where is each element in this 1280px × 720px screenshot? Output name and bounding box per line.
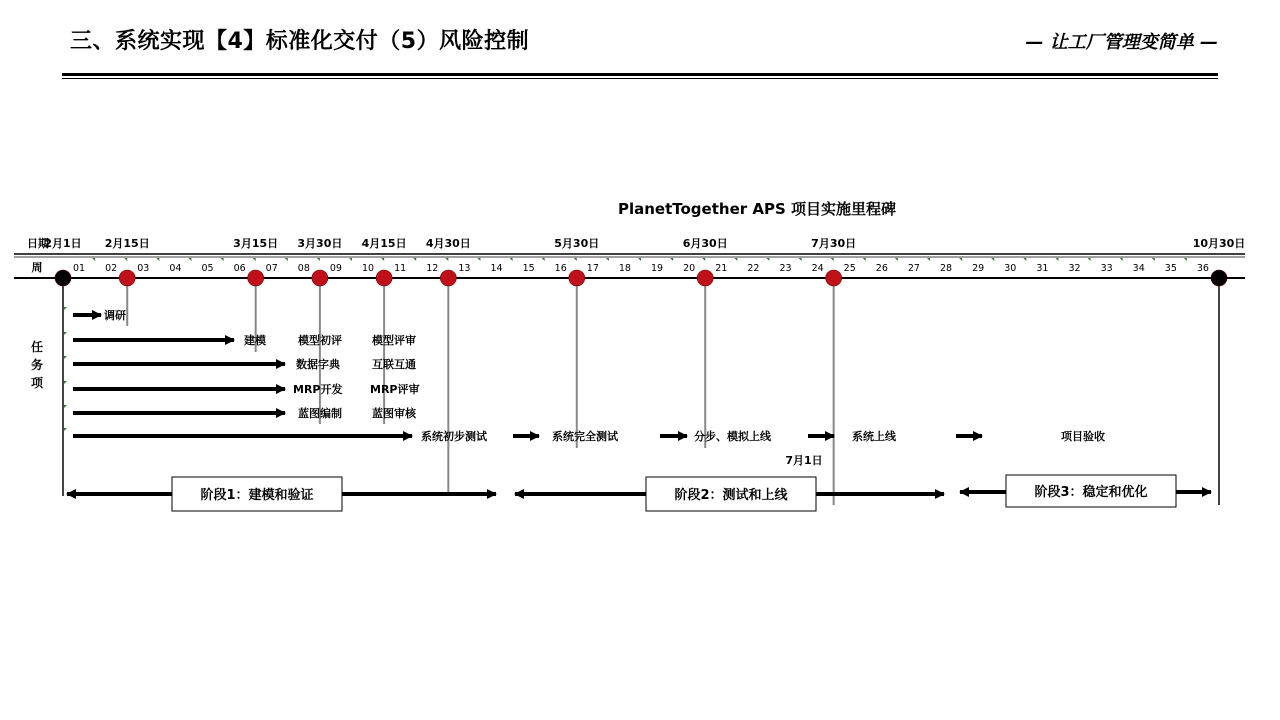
- week-label-30: 30: [1004, 263, 1017, 274]
- date-row-label: 日期: [27, 237, 49, 250]
- week-label-07: 07: [265, 263, 278, 274]
- week-tick: [638, 258, 641, 261]
- week-tick: [542, 258, 545, 261]
- task-label-char-1: 任: [30, 340, 44, 354]
- week-tick: [92, 258, 95, 261]
- task-row-marker: [64, 381, 67, 384]
- week-label-25: 25: [843, 263, 856, 274]
- review-model: 模型评审: [372, 334, 416, 347]
- week-tick: [445, 258, 448, 261]
- milestone-date: 2月1日: [44, 237, 82, 250]
- chart-title: PlanetTogether APS 项目实施里程碑: [617, 200, 897, 218]
- week-label-03: 03: [137, 263, 150, 274]
- milestone-dates: [44, 237, 1245, 250]
- week-tick: [1152, 258, 1155, 261]
- task-row-marker: [64, 307, 67, 310]
- week-label-10: 10: [362, 263, 375, 274]
- week-tick: [606, 258, 609, 261]
- week-label-34: 34: [1132, 263, 1145, 274]
- week-tick: [221, 258, 224, 261]
- week-label-08: 08: [297, 263, 310, 274]
- task-mrp-dev: MRP开发: [293, 383, 343, 396]
- milestone-date: 2月15日: [104, 237, 150, 250]
- week-row-label: 周: [31, 261, 43, 274]
- task-row-marker: [64, 405, 67, 408]
- milestone-date: 5月30日: [554, 237, 600, 250]
- task-acceptance: 项目验收: [1061, 430, 1105, 443]
- week-tick: [253, 258, 256, 261]
- task-go-live: 系统上线: [852, 430, 896, 443]
- review-blueprint: 蓝图审核: [372, 407, 416, 420]
- milestone-dot: [55, 270, 71, 286]
- week-tick: [895, 258, 898, 261]
- milestone-dot: [826, 270, 842, 286]
- week-tick: [1055, 258, 1058, 261]
- week-label-21: 21: [715, 263, 728, 274]
- milestone-date: 3月15日: [233, 237, 279, 250]
- task-row-marker: [64, 428, 67, 431]
- week-label-23: 23: [779, 263, 792, 274]
- task-initial-test: 系统初步测试: [421, 430, 487, 443]
- week-label-15: 15: [522, 263, 535, 274]
- task-data-dictionary: 数据字典: [296, 358, 340, 371]
- week-tick: [766, 258, 769, 261]
- week-label-01: 01: [73, 263, 86, 274]
- week-tick: [477, 258, 480, 261]
- slogan: — 让工厂管理变简单 —: [1025, 32, 1218, 53]
- task-research: 调研: [104, 309, 126, 322]
- milestone-dot: [440, 270, 456, 286]
- milestone-date: 6月30日: [682, 237, 728, 250]
- task-blueprint: 蓝图编制: [298, 407, 342, 420]
- milestone-dot: [248, 270, 264, 286]
- week-tick: [1088, 258, 1091, 261]
- task-label-char-3: 项: [30, 376, 44, 390]
- week-label-36: 36: [1196, 263, 1209, 274]
- week-tick: [510, 258, 513, 261]
- page-title: 三、系统实现【4】标准化交付（5）风险控制: [70, 29, 530, 54]
- week-tick: [285, 258, 288, 261]
- week-label-16: 16: [554, 263, 567, 274]
- review-interconnect: 互联互通: [372, 358, 416, 371]
- milestone-dot: [376, 270, 392, 286]
- week-tick: [991, 258, 994, 261]
- milestone-date: 4月30日: [425, 237, 471, 250]
- week-tick: [124, 258, 127, 261]
- milestone-date: 7月30日: [811, 237, 857, 250]
- week-label-02: 02: [105, 263, 118, 274]
- week-tick: [188, 258, 191, 261]
- week-labels: [73, 258, 1209, 274]
- week-label-32: 32: [1068, 263, 1081, 274]
- week-tick: [734, 258, 737, 261]
- milestone-dot: [569, 270, 585, 286]
- week-tick: [831, 258, 834, 261]
- week-label-05: 05: [201, 263, 214, 274]
- week-label-12: 12: [426, 263, 439, 274]
- week-tick: [413, 258, 416, 261]
- week-tick: [670, 258, 673, 261]
- week-tick: [1023, 258, 1026, 261]
- milestone-dot: [1211, 270, 1227, 286]
- week-tick: [381, 258, 384, 261]
- week-label-14: 14: [490, 263, 503, 274]
- annotation-july-1: 7月1日: [785, 454, 823, 467]
- week-tick: [863, 258, 866, 261]
- week-tick: [317, 258, 320, 261]
- week-label-22: 22: [747, 263, 760, 274]
- week-tick: [702, 258, 705, 261]
- milestone-dot: [697, 270, 713, 286]
- week-label-28: 28: [940, 263, 953, 274]
- phase-3-label: 阶段3：稳定和优化: [1034, 485, 1148, 500]
- task-full-test: 系统完全测试: [552, 430, 618, 443]
- week-label-17: 17: [586, 263, 599, 274]
- week-tick: [574, 258, 577, 261]
- week-label-06: 06: [233, 263, 246, 274]
- week-label-04: 04: [169, 263, 182, 274]
- week-tick: [156, 258, 159, 261]
- review-model-initial: 模型初评: [298, 334, 342, 347]
- week-label-20: 20: [683, 263, 696, 274]
- milestone-date: 3月30日: [297, 237, 343, 250]
- week-label-29: 29: [972, 263, 985, 274]
- week-label-13: 13: [458, 263, 471, 274]
- week-tick: [959, 258, 962, 261]
- week-tick: [349, 258, 352, 261]
- milestone-dot: [119, 270, 135, 286]
- week-label-33: 33: [1100, 263, 1113, 274]
- milestone-date: 10月30日: [1192, 237, 1246, 250]
- week-label-27: 27: [907, 263, 920, 274]
- task-modeling: 建模: [244, 334, 266, 347]
- week-label-24: 24: [811, 263, 824, 274]
- week-label-19: 19: [651, 263, 664, 274]
- task-label-char-2: 务: [30, 358, 44, 372]
- week-label-18: 18: [618, 263, 631, 274]
- week-label-11: 11: [394, 263, 407, 274]
- task-trial-launch: 分步、模拟上线: [694, 430, 771, 443]
- week-label-09: 09: [329, 263, 342, 274]
- week-tick: [799, 258, 802, 261]
- week-tick: [1120, 258, 1123, 261]
- milestone-dot: [312, 270, 328, 286]
- week-label-31: 31: [1036, 263, 1049, 274]
- task-row-marker: [64, 356, 67, 359]
- week-label-26: 26: [875, 263, 888, 274]
- milestone-date: 4月15日: [361, 237, 407, 250]
- week-tick: [1184, 258, 1187, 261]
- phase-1-label: 阶段1：建模和验证: [200, 488, 314, 503]
- task-row-marker: [64, 332, 67, 335]
- phase-2-label: 阶段2：测试和上线: [674, 488, 788, 503]
- week-label-35: 35: [1164, 263, 1177, 274]
- week-tick: [927, 258, 930, 261]
- review-mrp: MRP评审: [370, 383, 420, 396]
- milestone-lines: [63, 280, 1219, 505]
